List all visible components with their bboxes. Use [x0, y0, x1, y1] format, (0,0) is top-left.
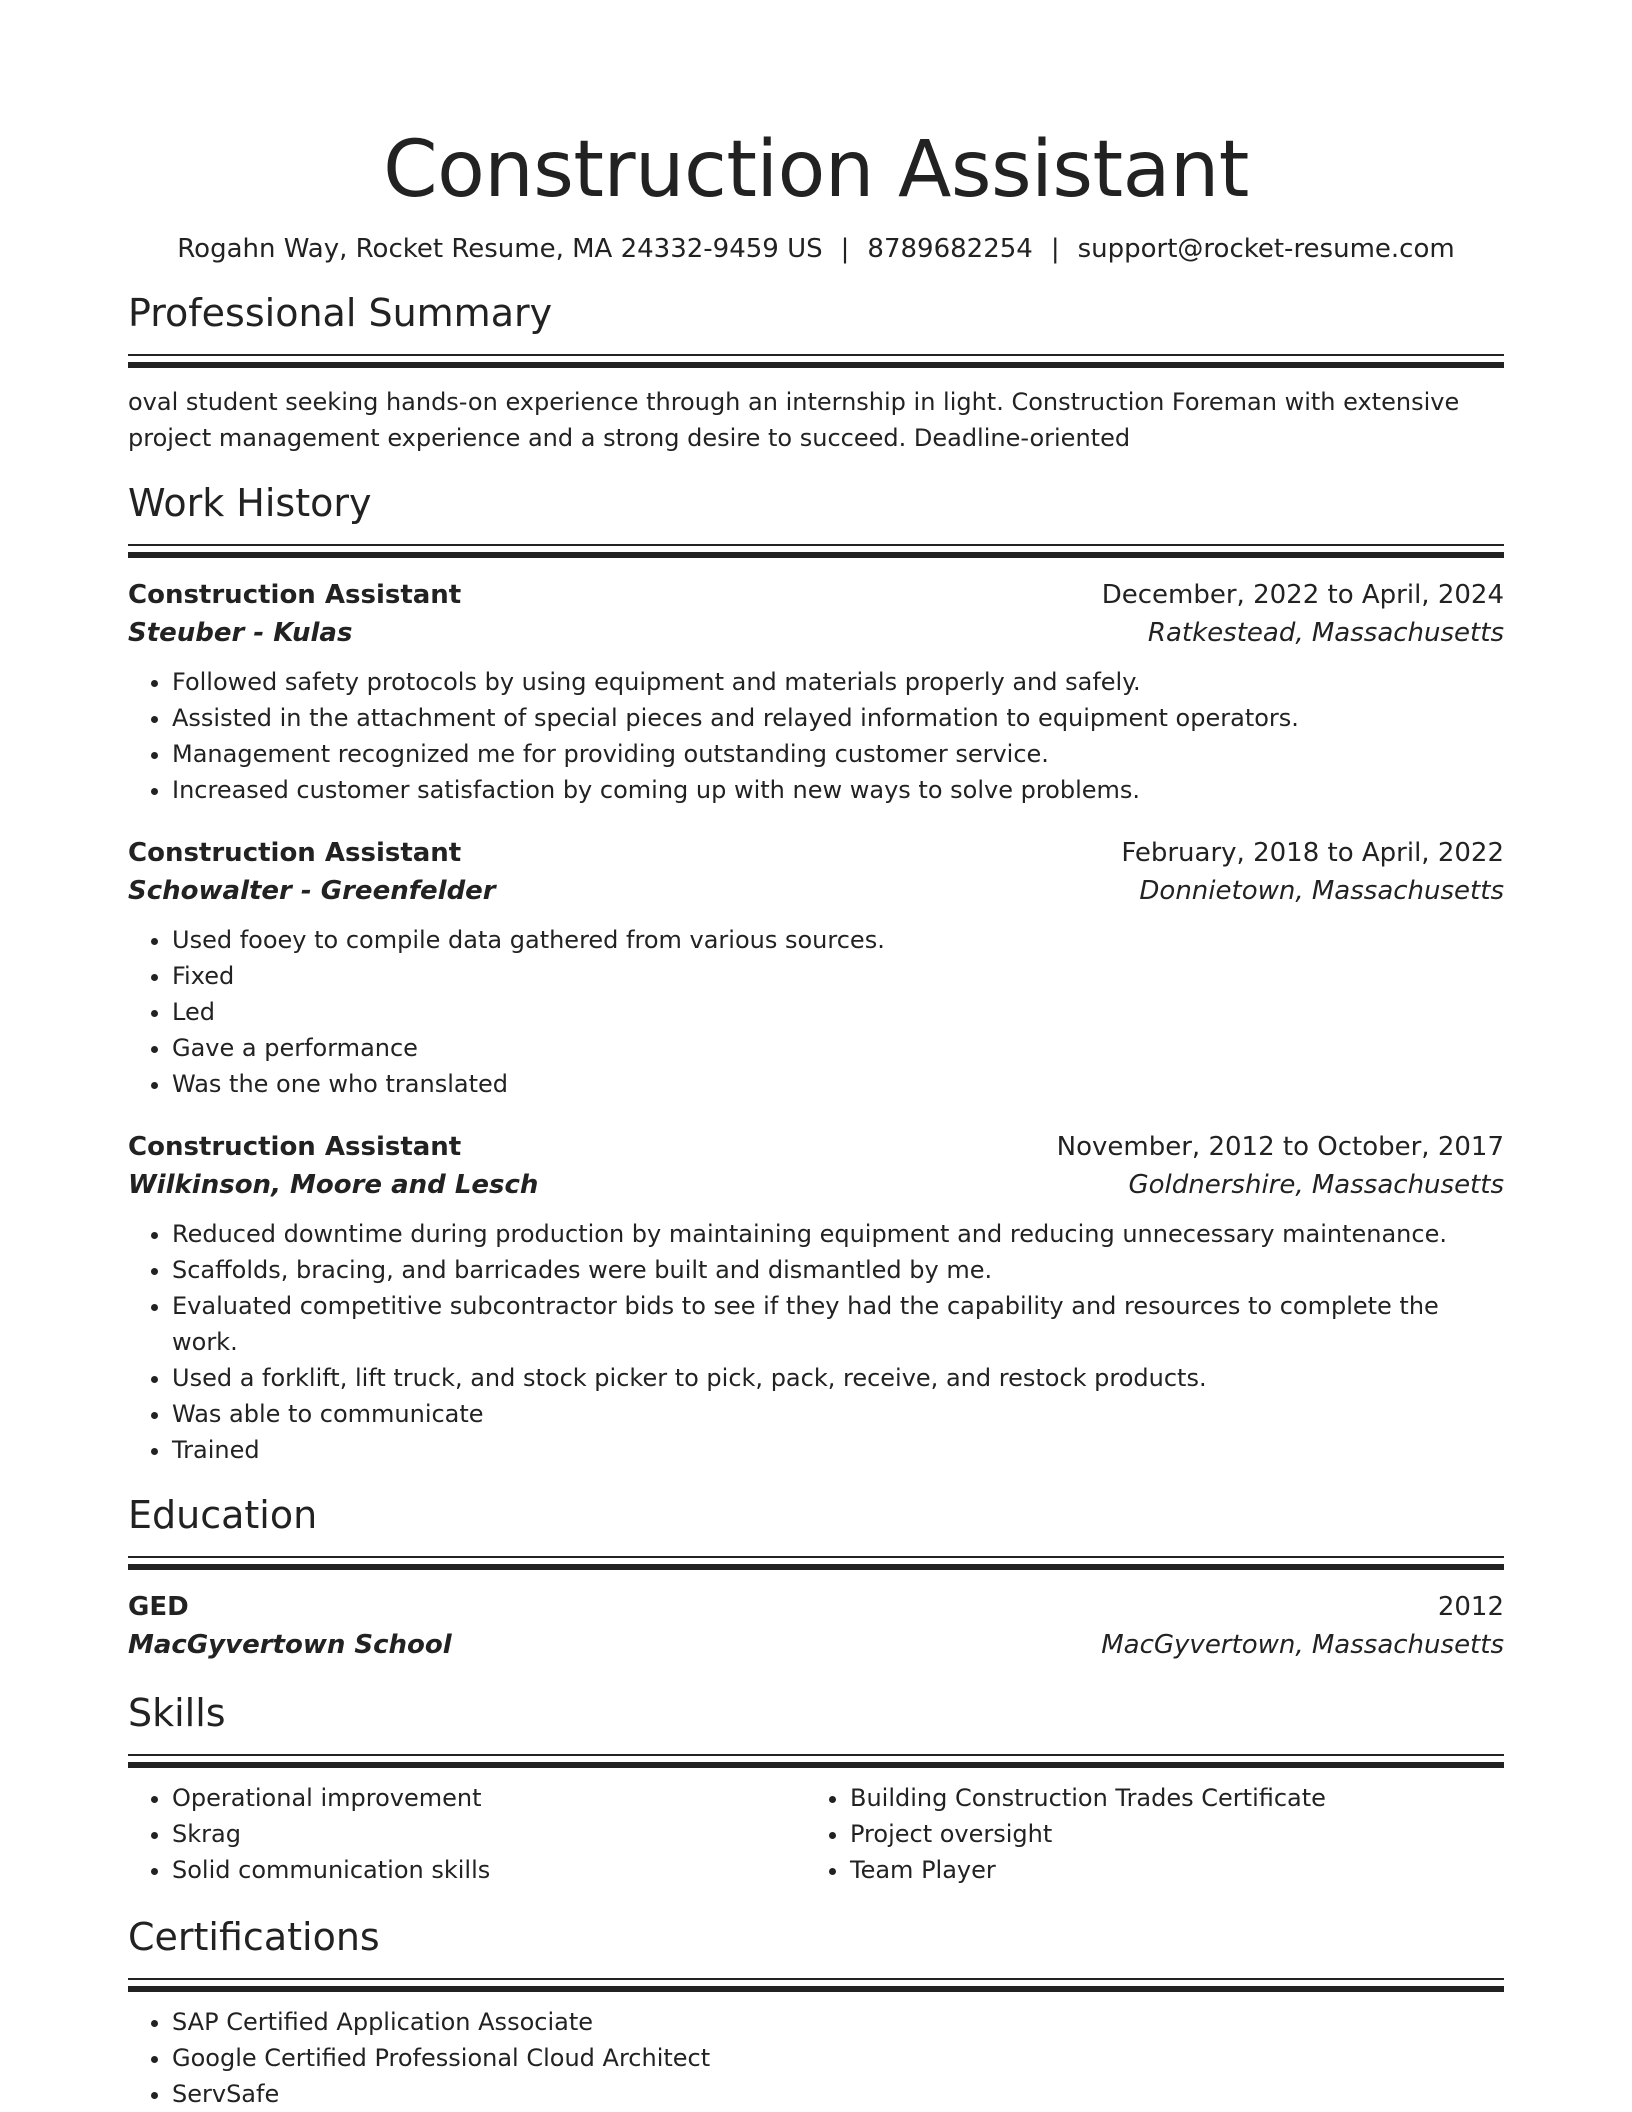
certification-item: • SAP Certified Application Associate — [172, 2004, 1504, 2040]
job-bullets — [128, 1216, 1504, 1468]
section-rule — [128, 1978, 1504, 1980]
resume-name: Construction Assistant — [383, 125, 1249, 215]
job-entry — [128, 576, 1504, 808]
job-header — [128, 834, 1504, 872]
education-entry — [128, 1588, 1504, 1664]
certification-item: • Google Certified Professional Cloud Architect — [172, 2040, 1504, 2076]
skills-list — [128, 1780, 806, 1888]
contact-address: Rogahn Way, Rocket Resume, MA 24332-9459 US — [177, 234, 823, 264]
job-dates: February, 2018 to April, 2022 — [1121, 838, 1504, 868]
section-rule-thick — [128, 552, 1504, 558]
section-title-skills: Skills — [128, 1691, 226, 1735]
skills-column-left — [128, 1780, 806, 1888]
job-bullet: • Led — [172, 994, 1504, 1030]
work-history-section — [128, 480, 1504, 1468]
skills-section — [128, 1690, 1504, 1888]
job-subheader — [128, 614, 1504, 652]
section-title-work: Work History — [128, 481, 372, 525]
job-company: Steuber - Kulas — [128, 618, 353, 648]
job-bullet: • Trained — [172, 1432, 1504, 1468]
job-bullet: • Increased customer satisfaction by coming up with new ways to solve problems. — [172, 772, 1504, 808]
education-location: MacGyvertown, Massachusetts — [1101, 1630, 1504, 1660]
job-bullet: • Followed safety protocols by using equipment and materials properly and safely. — [172, 664, 1504, 700]
resume-page — [128, 0, 1504, 2112]
job-subheader — [128, 1166, 1504, 1204]
section-rule-thick — [128, 362, 1504, 368]
job-bullet: • Scaffolds, bracing, and barricades were built and dismantled by me. — [172, 1252, 1504, 1288]
skill-item: • Operational improvement — [172, 1780, 806, 1816]
job-bullet: • Was the one who translated — [172, 1066, 1504, 1102]
section-rule — [128, 1556, 1504, 1558]
education-subheader — [128, 1626, 1504, 1664]
job-dates: November, 2012 to October, 2017 — [1056, 1132, 1504, 1162]
job-title: Construction Assistant — [128, 580, 462, 610]
section-rule — [128, 1754, 1504, 1756]
section-rule-thick — [128, 1762, 1504, 1768]
section-title-education: Education — [128, 1493, 318, 1537]
skill-item: • Solid communication skills — [172, 1852, 806, 1888]
education-section — [128, 1492, 1504, 1664]
contact-line — [128, 232, 1504, 266]
job-subheader — [128, 872, 1504, 910]
section-rule — [128, 544, 1504, 546]
job-location: Donnietown, Massachusetts — [1139, 876, 1504, 906]
job-header — [128, 1128, 1504, 1166]
job-bullet: • Management recognized me for providing outstanding customer service. — [172, 736, 1504, 772]
job-location: Goldnershire, Massachusetts — [1128, 1170, 1504, 1200]
section-rule-thick — [128, 1564, 1504, 1570]
contact-email: support@rocket-resume.com — [1077, 234, 1455, 264]
job-header — [128, 576, 1504, 614]
contact-separator: | — [840, 234, 850, 264]
job-title: Construction Assistant — [128, 838, 462, 868]
skill-item: • Project oversight — [850, 1816, 1484, 1852]
skills-list — [806, 1780, 1484, 1888]
certifications-section — [128, 1914, 1504, 2112]
certification-item: • ServSafe — [172, 2076, 1504, 2112]
skill-item: • Team Player — [850, 1852, 1484, 1888]
section-title-summary: Professional Summary — [128, 291, 553, 335]
job-bullet: • Reduced downtime during production by maintaining equipment and reducing unnecessary maintenance. — [172, 1216, 1504, 1252]
section-title-certifications: Certifications — [128, 1915, 380, 1959]
contact-phone: 8789682254 — [867, 234, 1033, 264]
job-bullet: • Used a forklift, lift truck, and stock picker to pick, pack, receive, and restock products. — [172, 1360, 1504, 1396]
skill-item: • Building Construction Trades Certificate — [850, 1780, 1484, 1816]
skills-grid — [128, 1780, 1504, 1888]
job-dates: December, 2022 to April, 2024 — [1101, 580, 1504, 610]
summary-text: oval student seeking hands-on experience through an internship in light. Construction Foreman with extensive project management experience and a strong desire to succeed. Deadline-oriented — [128, 388, 1460, 452]
skills-column-right — [806, 1780, 1484, 1888]
section-rule-thick — [128, 1986, 1504, 1992]
job-bullet: • Was able to communicate — [172, 1396, 1504, 1432]
job-title: Construction Assistant — [128, 1132, 462, 1162]
education-school: MacGyvertown School — [128, 1630, 452, 1660]
education-degree: GED — [128, 1592, 189, 1622]
job-company: Schowalter - Greenfelder — [128, 876, 496, 906]
job-location: Ratkestead, Massachusetts — [1147, 618, 1504, 648]
job-bullet: • Used fooey to compile data gathered from various sources. — [172, 922, 1504, 958]
job-company: Wilkinson, Moore and Lesch — [128, 1170, 539, 1200]
education-year: 2012 — [1437, 1592, 1504, 1622]
job-bullets — [128, 922, 1504, 1102]
skill-item: • Skrag — [172, 1816, 806, 1852]
section-rule — [128, 354, 1504, 356]
job-bullet: • Gave a performance — [172, 1030, 1504, 1066]
certifications-list — [128, 2004, 1504, 2112]
job-entry — [128, 834, 1504, 1102]
education-header — [128, 1588, 1504, 1626]
contact-separator: | — [1050, 234, 1060, 264]
job-bullet: • Fixed — [172, 958, 1504, 994]
job-entry — [128, 1128, 1504, 1468]
summary-section — [128, 290, 1504, 456]
job-bullet: • Assisted in the attachment of special pieces and relayed information to equipment operators. — [172, 700, 1504, 736]
job-bullet: • Evaluated competitive subcontractor bids to see if they had the capability and resources to complete the work. — [172, 1288, 1504, 1360]
job-bullets — [128, 664, 1504, 808]
